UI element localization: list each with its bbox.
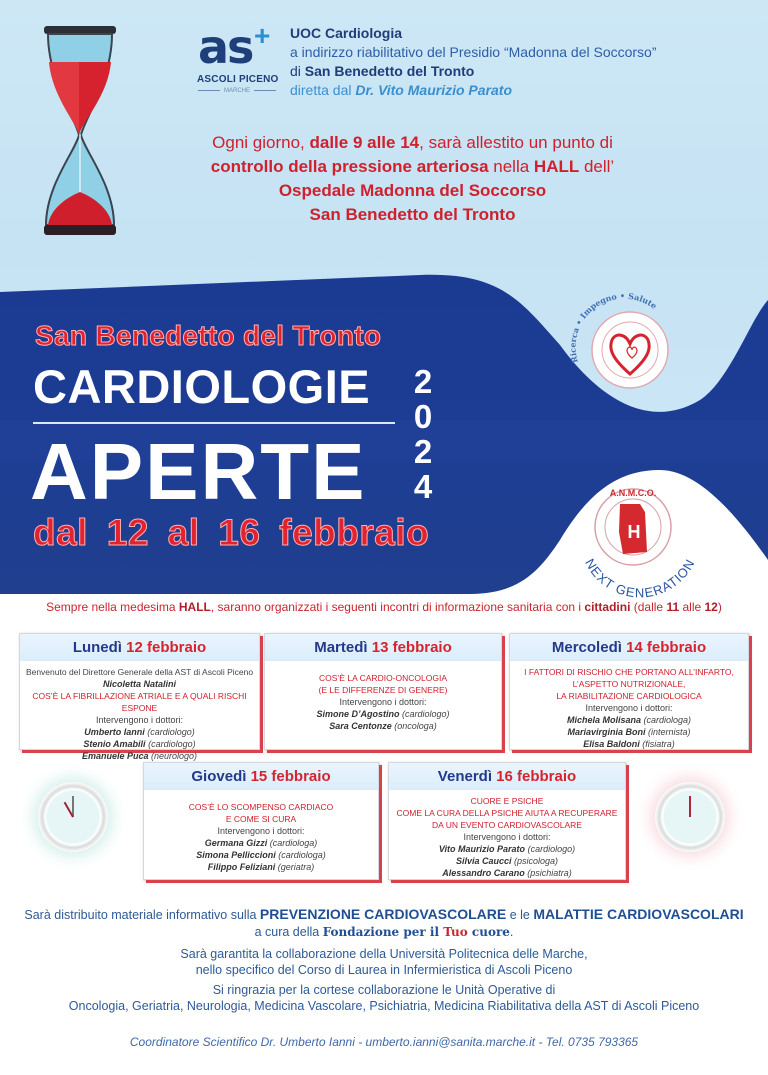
doctor-role: (geriatra) xyxy=(277,862,315,872)
card-topic: COS’È LO SCOMPENSO CARDIACO xyxy=(188,802,334,812)
card-doctor xyxy=(389,867,625,879)
card-topic: LA RIABILITAZIONE CARDIOLOGICA xyxy=(556,691,702,701)
daily-service: controllo della pressione arteriosa xyxy=(210,157,489,176)
doctor-role: (cardiologa) xyxy=(269,838,318,848)
card-header xyxy=(20,634,259,661)
card-body xyxy=(265,661,501,732)
intro-text: (dalle xyxy=(630,600,667,614)
foundation-name-part: cuore xyxy=(467,925,510,939)
university-line-2: nello specifico del Corso di Laurea in Infermieristica di Ascoli Piceno xyxy=(195,963,573,977)
doctor-role: (cardiologo) xyxy=(148,739,196,749)
schedule-card-thursday xyxy=(143,762,379,880)
card-doctor xyxy=(20,750,259,762)
card-doctor xyxy=(510,726,748,738)
meetings-intro xyxy=(0,600,768,614)
doctor-name: Vito Maurizio Parato xyxy=(438,844,526,854)
card-day: Giovedì xyxy=(191,768,247,785)
footer-text: Sarà distribuito materiale informativo sulla xyxy=(24,908,260,922)
ast-logo-region: MARCHE xyxy=(192,88,282,94)
card-body xyxy=(20,661,259,762)
unit-subtitle: a indirizzo riabilitativo del Presidio “Madonna del Soccorso” xyxy=(290,44,657,60)
card-doctor xyxy=(20,738,259,750)
footer-text: e le xyxy=(506,908,534,922)
material-notice xyxy=(0,906,768,922)
footer-text: . xyxy=(509,925,514,939)
anmco-logo xyxy=(565,472,715,600)
card-topic: L’ASPETTO NUTRIZIONALE, xyxy=(572,679,686,689)
intro-hall: HALL xyxy=(178,600,211,614)
daily-hours: dalle 9 alle 14 xyxy=(309,133,420,152)
card-date: 15 febbraio xyxy=(250,768,331,785)
intro-text: ) xyxy=(717,600,722,614)
intro-text: Sempre nella medesima xyxy=(46,600,179,614)
doctor-name: Michela Molisana xyxy=(566,715,641,725)
thanks-line-2: Oncologia, Geriatria, Neurologia, Medicina Vascolare, Psichiatria, Medicina Riabilitativa della AST di Ascoli Piceno xyxy=(68,999,700,1013)
doctor-name: Elisa Baldoni xyxy=(583,739,640,749)
card-topic: CUORE E PSICHE xyxy=(470,796,544,806)
card-body xyxy=(389,790,625,879)
banner-date-range: dal 12 al 16 febbraio xyxy=(33,512,430,553)
doctor-name: Emanuele Puca xyxy=(81,751,149,761)
card-topic: COS’È LA FIBRILLAZIONE ATRIALE E A QUALI RISCHI ESPONE xyxy=(32,691,247,713)
card-header xyxy=(265,634,501,661)
doctor-role: (psicologa) xyxy=(514,856,559,866)
hourglass-icon xyxy=(30,20,130,245)
plus-icon: + xyxy=(254,20,271,51)
card-topic: COS’È LA CARDIO-ONCOLOGIA xyxy=(319,673,447,683)
card-doctor xyxy=(144,849,378,861)
card-day: Mercoledì xyxy=(551,639,622,656)
daily-city: San Benedetto del Tronto xyxy=(309,205,516,224)
card-intervene-label: Intervengono i dottori: xyxy=(95,715,184,725)
intro-citizens: cittadini xyxy=(584,600,631,614)
daily-text: Ogni giorno, xyxy=(212,133,310,152)
intro-end-hour: 12 xyxy=(704,600,718,614)
doctor-name: Simona Pelliccioni xyxy=(196,850,276,860)
banner-year xyxy=(408,364,438,504)
banner-title-aperte: APERTE xyxy=(30,427,367,516)
card-header xyxy=(389,763,625,790)
card-doctor xyxy=(389,843,625,855)
card-day: Lunedì xyxy=(72,639,122,656)
university-line-1: Sarà garantita la collaborazione della Università Politecnica delle Marche, xyxy=(180,947,588,961)
foundation-name-tuo: Tuo xyxy=(443,925,468,939)
doctor-name: Mariavirginia Boni xyxy=(567,727,646,737)
schedule-card-wednesday xyxy=(509,633,749,750)
unit-director-prefix: diretta dal xyxy=(290,82,356,98)
doctor-role: (fisiatra) xyxy=(642,739,675,749)
card-body xyxy=(144,790,378,873)
card-body xyxy=(510,661,748,750)
coordinator-contact: Coordinatore Scientifico Dr. Umberto Ianni - umberto.ianni@sanita.marche.it - Tel. 0735 793365 xyxy=(129,1035,639,1049)
clock-icon-12 xyxy=(655,782,725,852)
year-digit: 4 xyxy=(413,468,433,505)
daily-hospital: Ospedale Madonna del Soccorso xyxy=(278,181,547,200)
card-topic: COME LA CURA DELLA PSICHE AIUTA A RECUPERARE xyxy=(396,808,618,818)
card-doctor xyxy=(144,861,378,873)
daily-hall: HALL xyxy=(533,157,580,176)
card-date: 16 febbraio xyxy=(496,768,577,785)
thanks-line-1: Si ringrazia per la cortese collaborazione le Unità Operative di xyxy=(212,983,556,997)
year-digit: 0 xyxy=(413,398,433,435)
footer-diseases: MALATTIE CARDIOVASCOLARI xyxy=(533,906,744,922)
card-topic: DA UN EVENTO CARDIOVASCOLARE xyxy=(432,820,582,830)
anmco-letter: H xyxy=(627,522,641,542)
foundation-name-part: Fondazione per il xyxy=(322,925,444,939)
card-doctor xyxy=(389,855,625,867)
card-doctor xyxy=(265,708,501,720)
curated-by xyxy=(0,925,768,939)
card-intervene-label: Intervengono i dottori: xyxy=(217,826,305,836)
doctor-role: (neurologo) xyxy=(151,751,198,761)
card-welcome: Benvenuto del Direttore Generale della AST di Ascoli Piceno xyxy=(25,667,254,677)
ast-logo xyxy=(192,22,287,97)
year-digit: 2 xyxy=(413,363,433,400)
card-header xyxy=(510,634,748,661)
foundation-motto: Ricerca • Impegno • Salute xyxy=(567,292,659,365)
card-date: 12 febbraio xyxy=(126,639,207,656)
foundation-name xyxy=(323,925,510,939)
schedule-card-monday xyxy=(19,633,260,761)
doctor-name: Silvia Caucci xyxy=(455,856,512,866)
intro-text: , saranno organizzati i seguenti incontri di informazione sanitaria con i xyxy=(210,600,585,614)
card-doctor xyxy=(144,837,378,849)
card-day: Venerdì xyxy=(437,768,492,785)
anmco-acronym: A.N.M.C.O. xyxy=(609,488,657,498)
card-intervene-label: Intervengono i dottori: xyxy=(585,703,673,713)
card-date: 13 febbraio xyxy=(371,639,452,656)
card-doctor xyxy=(510,738,748,750)
intro-text: alle xyxy=(679,600,705,614)
daily-checkup-notice xyxy=(200,131,625,227)
unit-director xyxy=(290,81,657,100)
intro-start-hour: 11 xyxy=(666,600,680,614)
doctor-role: (psichiatra) xyxy=(527,868,572,878)
schedule-card-friday xyxy=(388,762,626,880)
unit-location-city: San Benedetto del Tronto xyxy=(304,63,475,79)
card-topic: E COME SI CURA xyxy=(225,814,297,824)
daily-text: , sarà allestito un punto di xyxy=(419,133,613,152)
doctor-role: (oncologa) xyxy=(394,721,437,731)
card-date: 14 febbraio xyxy=(626,639,707,656)
doctor-name: Germana Gizzi xyxy=(204,838,268,848)
unit-info xyxy=(290,24,657,100)
card-doctor xyxy=(20,726,259,738)
banner-divider xyxy=(33,422,395,424)
doctor-name: Umberto Ianni xyxy=(84,727,145,737)
banner-title-cardiologie: CARDIOLOGIE xyxy=(33,360,371,413)
doctor-role: (cardiologa) xyxy=(278,850,326,860)
unit-location xyxy=(290,62,657,81)
unit-title: UOC Cardiologia xyxy=(290,25,403,41)
daily-text: dell’ xyxy=(579,157,615,176)
card-doctor xyxy=(265,720,501,732)
doctor-name: Filippo Feliziani xyxy=(207,862,276,872)
unit-director-name: Dr. Vito Maurizio Parato xyxy=(355,82,512,98)
doctor-name: Simone D’Agostino xyxy=(316,709,400,719)
doctor-role: (cardiologo) xyxy=(527,844,576,854)
anmco-tagline: NEXT GENERATION xyxy=(582,556,698,600)
card-guest: Nicoletta Natalini xyxy=(102,679,176,689)
card-intervene-label: Intervengono i dottori: xyxy=(463,832,551,842)
card-intervene-label: Intervengono i dottori: xyxy=(339,697,427,707)
clock-icon-11 xyxy=(38,782,108,852)
doctor-role: (internista) xyxy=(648,727,691,737)
footer-text: a cura della xyxy=(254,925,323,939)
doctor-role: (cardiologa) xyxy=(643,715,692,725)
doctor-role: (cardiologo) xyxy=(147,727,195,737)
footer-prevention: PREVENZIONE CARDIOVASCOLARE xyxy=(259,906,507,922)
ast-logo-name: ASCOLI PICENO xyxy=(197,74,279,85)
year-digit: 2 xyxy=(413,433,433,470)
doctor-name: Alessandro Carano xyxy=(442,868,525,878)
doctor-name: Stenio Amabili xyxy=(83,739,146,749)
heart-care-foundation-logo xyxy=(560,292,685,397)
doctor-role: (cardiologo) xyxy=(401,709,450,719)
banner-city: San Benedetto del Tronto xyxy=(35,320,382,351)
daily-text: nella xyxy=(488,157,534,176)
ast-logo-letters: as xyxy=(198,20,253,74)
doctor-name: Sara Centonze xyxy=(329,721,392,731)
card-doctor xyxy=(510,714,748,726)
card-topic: I FATTORI DI RISCHIO CHE PORTANO ALL’INFARTO, xyxy=(524,667,734,677)
card-header xyxy=(144,763,378,790)
card-day: Martedì xyxy=(314,639,368,656)
schedule-card-tuesday xyxy=(264,633,502,750)
unit-location-prefix: di xyxy=(290,63,305,79)
card-topic: (E LE DIFFERENZE DI GENERE) xyxy=(318,685,448,695)
